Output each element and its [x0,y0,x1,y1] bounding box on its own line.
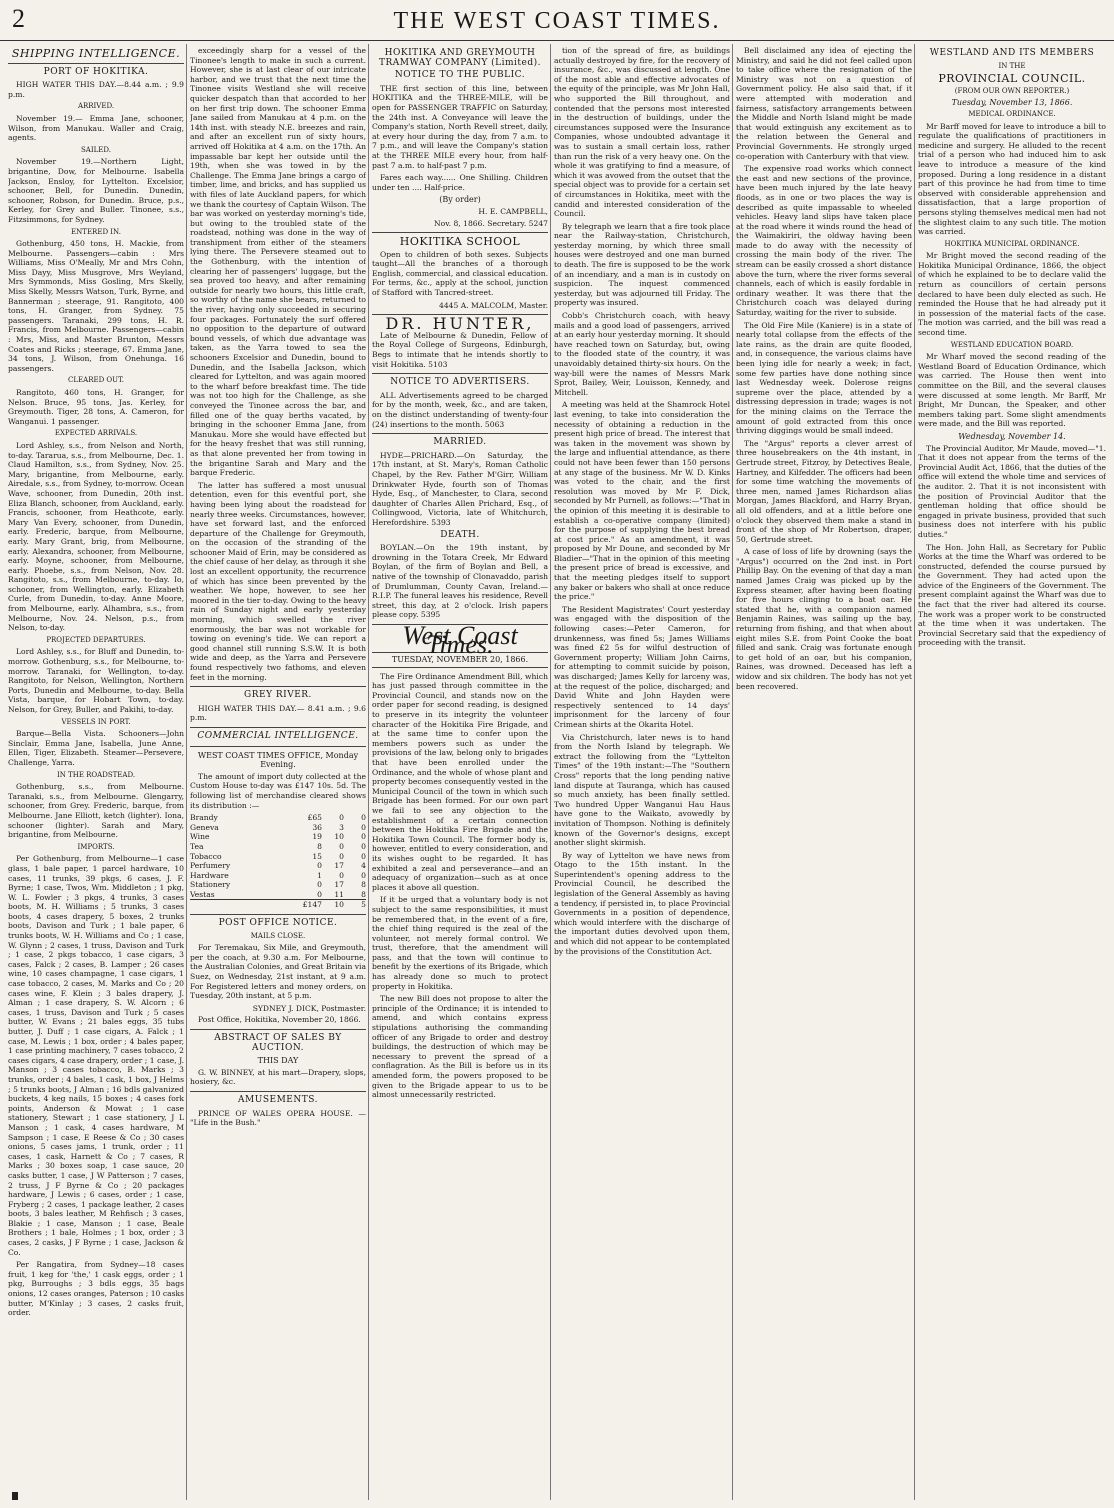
divider [8,63,184,64]
section-heading: WESTLAND AND ITS MEMBERS [929,48,1095,58]
paragraph: The Fire Ordinance Amendment Bill, which has just passed through committee in the Provincial Council, and stands now on the order paper for second reading, is designed to preserve in its integrity the volunteer character of the Hokitika Fire Brigade, and at the same time to confer upon the members powers such as under the provisions of the law, belong only to brigades that have been enrolled under the Ordinance, and the whole of whose plant and property becomes consequently vested in the Municipal Council of the town in which such Brigade has been formed. For our own part we fail to see any objection to the establishment of a certain connection between the Hokitika Fire Brigade and the Hokitika Town Council. The former body is, however, entitled to every consideration, and its wishes ought to be regarded. It has exhibited a zeal and perseverance—and an adequacy of organization—such as at once places it above all question. [372,671,548,892]
paragraph: The Resident Magistrates' Court yesterday was engaged with the disposition of the following cases:—Peter Cameron, for drunkenness, was fined 5s; James Williams was fined £2 5s for wilful destruction of Government property; William John Cairns, for attempting to commit suicide by poison, was discharged; James Kelly for larceny was, at the request of the police, discharged; and David White and John Hayden were respectively sentenced to 14 days' imprisonment for the larceny of four Crimean shirts at the Okarita Hotel. [554,604,730,729]
signature: H. E. CAMPBELL, [478,206,548,216]
duty-pence: 0 [361,870,366,880]
duty-shillings: 17 [334,861,344,871]
paragraph: HIGH WATER THIS DAY.— 8.41 a.m. ; 9.6 p.m. [190,703,366,723]
subheading: CLEARED OUT. [68,376,124,385]
duty-pence: 0 [361,851,366,861]
subheading: IN THE ROADSTEAD. [56,770,136,779]
page-header [0,0,1114,41]
duty-pounds: 19 [312,832,322,842]
paragraph: Lord Ashley, s.s., from Nelson and North, to-day. Tararua, s.s., from Melbourne, Dec. 1. Claud Hamilton, s.s., from Sydney, Nov. 25. Mary, brigantine, from Melbourne, early. Airedale, s.s., from Sydney, to-morrow. Ocean Wave, schooner, from Dunedin, 20th inst. Eliza Blanch, schooner, from Auckland, early. Francis, schooner, from Heathcote, early. Mary Van Every, schooner, from Dunedin, early. Frederic, barque, from Melbourne, early. Mary Grant, brig, from Melbourne, early. Alexandra, schooner, from Melbourne, early. Moyne, schooner, from Melbourne, early. Phoebe, s.s., from Nelson, Nov. 28. Rangitoto, s.s., from Melbourne, to-day. Io, schooner, from Wellington, early. Elizabeth Curle, from Dunedin, to-day. Anne Moore, from Melbourne, early. Alhambra, s.s., from Melbourne, Nov. 24. Nelson, p.s., from Nelson, to-day. [8,440,184,633]
duty-table [190,813,366,910]
paragraph: Mr Bright moved the second reading of the Hokitika Municipal Ordinance, 1866, the object of which he explained to be to declare valid the return as councillors of certain persons declared to have been duly elected as such. He reminded the House that he had already put it in possession of the material facts of the case. The motion was carried, and the bill was read a second time. [918,251,1106,338]
ad-heading: HOKITIKA SCHOOL [399,235,521,249]
duty-item: Perfumery [190,861,231,871]
duty-item: Hardware [190,870,229,880]
paragraph: Mr Barff moved for leave to introduce a bill to regulate the qualifications of practitioners in medicine and surgery. He alluded to the recent trial of a person who had induced him to ask leave to introduce a measure of the kind proposed. During a long residence in a distant part of this province he had from time to time observed with considerable apprehension and dissatisfaction, that a large proportion of persons styling themselves medical men had not the slightest claim to any such title. The motion was carried. [918,121,1106,237]
subheading: EXPECTED ARRIVALS. [54,429,138,438]
signature-date: Nov. 8, 1866. Secretary. 5247 [434,218,548,228]
divider [190,686,366,687]
subheading: POST OFFICE NOTICE. [218,918,338,929]
notice-heading: MARRIED. [433,437,487,448]
duty-pounds: 0 [317,889,322,899]
paragraph: PRINCE OF WALES OPERA HOUSE. — "Life in the Bush." [190,1108,366,1128]
paragraph: Gothenburg, s.s., from Melbourne. Taranaki, s.s., from Melbourne. Glengarry, schooner, from Grey. Frederic, barque, from Melbourne. Jane Elliott, ketch (lighter). Iona, schooner (lighter). Sarah and Mary, brigantine, from Melbourne. [8,782,184,840]
total-pence: 5 [344,900,366,910]
duty-shillings: 11 [334,889,344,899]
divider [190,1091,366,1092]
duty-item: Brandy [190,813,218,823]
divider [190,746,366,747]
paragraph: HYDE—PRICHARD.—On Saturday, the 17th instant, at St. Mary's, Roman Catholic Chapel, by the Rev. Father M'Girr, William Drinkwater Hyde, fourth son of Thomas Hyde, Esq., of Manchester, to Clara, second daughter of Charles Allen Prichard, Esq., of Collingwood, Victoria, late of Whitchurch, Herefordshire. 5393 [372,450,548,527]
duty-pence: 8 [361,880,366,890]
duty-pence: 0 [361,841,366,851]
total-pounds: £147 [300,900,322,910]
paragraph: For Teremakau, Six Mile, and Greymouth, per the coach, at 9.30 a.m. For Melbourne, the Australian Colonies, and Great Britain via Suez, on Wednesday, 21st instant, at 9 a.m. For Registered letters and money orders, on Tuesday, 20th instant, at 5 p.m. [190,943,366,1001]
paragraph: The latter has suffered a most unusual detention, even for this eventful port, she having been lying about the roadstead for nearly three weeks. Circumstances, however, have set forward last, and the enforced departure of the Challenge for Greymouth, on the occasion of the stranding of the schooner Maid of Erin, may be considered as the chief cause of her delay, as through it she lost an excellent opportunity, the recurrence of which has since been prevented by the weather. We hope, however, to see her moored in the tier to-day. Owing to the heavy rain of Sunday night and early yesterday morning, which swelled the river enormously, the bar was not workable for towing on evening's tide. We can report a good channel still running S.S.W. It is both wide and deep, as the Yarra and Persevere found respectively two fathoms, and eleven feet in the morning. [190,480,366,682]
divider [190,1029,366,1030]
column-rule [368,44,369,1500]
paragraph: Open to children of both sexes. Subjects taught—All the branches of a thorough English, commercial, and classical education. For terms, &c., apply at the school, junction of Stafford with Tancred-street. [372,249,548,298]
masthead-title: THE WEST COAST TIMES. [393,8,721,34]
duty-pence: 0 [361,822,366,832]
duty-row [190,842,366,852]
duty-shillings: 17 [334,880,344,890]
duty-item: Wine [190,832,210,842]
subheading: ABSTRACT OF SALES BY AUCTION. [214,1033,342,1053]
column-provincial-council [918,46,1106,1500]
duty-row [190,871,366,881]
paragraph: Per Gothenburg, from Melbourne—1 case glass, 1 bale paper, 1 parcel hardware, 10 cases, 11 trunks, 39 pkgs, 6 cases, J. F. Byrne; 1 case, Twos, Wm. Middleton ; 1 pkg, W. L. Fowler ; 3 pkgs, 4 trunks, 3 cases boots, M. H. Williams ; 5 trunks, 3 cases boots, 4 cases drapery, 5 boxes, 2 trunks boots, Davison and Turk ; 1 bale paper, 6 trunks boots, W. H. Williams and Co ; 1 case, W. Glynn ; 2 cases, 1 truss, Davison and Turk ; 1 case, 2 pkgs tobacco, 1 case cigars, 3 cases, Falck ; 2 cases, B. Lamper ; 26 cases wine, 10 cases champagne, 1 case cigars, 1 case tobacco, 2 cases, M. Marks and Co ; 20 cases wine, F. Klein ; 3 bales drapery, J. Alman ; 1 case drapery, S. W. Alcorn ; 6 cases, 1 truss, Davison and Turk ; 5 cases butter, W. Evans ; 21 bales eggs, 35 tubs butter, J. Duff ; 1 case cigars, A. Falck ; 1 case, M. Lewis ; 1 box, order ; 4 bales paper, 1 case printing machinery, 7 cases tobacco, 2 cases cigars, 4 case drapery, order ; 1 case, J. Manson ; 3 cases tobacco, B. Marks ; 3 trunks, order ; 4 bales, 1 cask, 1 box, J Helms ; 5 trunks boots, J Alman ; 16 bdls galvanized buckets, 4 keg nails, 15 boxes ; 4 cases fork points, Anderson & Mowat ; 1 case stationery, Stewart ; 1 case stationery, J L Manson ; 1 cask, 4 cases hardware, M Sampson ; 1 case, E Reese & Co ; 30 cases onions, 5 cases jams, 1 trunk, order ; 11 cases, 1 cask, Harnett & Co ; 7 cases, R Marks ; 30 boxes soap, 1 case sauce, 20 casks butter, 1 case, J W Patterson ; 7 cases, 2 truss, J F Byrne & Co ; 20 packages hardware, J Lewis ; 6 cases, order ; 1 case, Fryberg ; 2 cases, 1 package leather, 2 cases boots, 3 bales leather, M Rehfisch ; 3 cases, Blakie ; 1 case, Manson ; 1 case, Beale Brothers ; 1 bale, Holmes ; 1 box, order ; 3 cases, 2 casks, J F Byrne ; 1 case, Jackson & Co. [8,854,184,1257]
section-heading: COMMERCIAL INTELLIGENCE. [197,730,359,741]
subheading: THIS DAY [257,1056,299,1066]
editorial-dateline: TUESDAY, NOVEMBER 20, 1866. [372,652,548,668]
paragraph: Fares each way...... One Shilling. Children under ten .... Half-price. [372,173,548,192]
subheading: GREY RIVER. [244,690,312,701]
duty-shillings: 10 [334,832,344,842]
duty-row [190,823,366,833]
duty-pounds: 0 [317,880,322,890]
ad-heading: DR. HUNTER, [385,314,535,334]
paragraph: A meeting was held at the Shamrock Hotel last evening, to take into consideration the necessity of obtaining a reduction in the present high price of bread. The interest that was taken in the movement was shown by the large and influential attendance, as there could not have been fewer than 150 persons at any stage of the business. Mr W. D. Kinks was voted to the chair, and the first resolution was moved by Mr F. Dick, seconded by Mr Purnell, as follows:—"That in the opinion of this meeting it is desirable to establish a co-operative company (limited) for the purpose of supplying the best bread at cost price." As an amendment, it was proposed by Mr Doune, and seconded by Mr Bladier—"That in the opinion of this meeting the present price of bread is excessive, and that the meeting pledges itself to support any baker or bakers who shall at once reduce the price." [554,400,730,602]
signature: 4445 A. MALCOLM, Master. [439,300,548,310]
dateline: WEST COAST TIMES OFFICE, Monday Evening. [197,750,359,770]
paragraph: Late of Melbourne & Dunedin, Fellow of the Royal College of Surgeons, Edinburgh, Begs to intimate that he intends shortly to visit Hokitika. 5103 [372,330,548,369]
duty-pounds: 0 [317,861,322,871]
duty-pounds: 8 [317,841,322,851]
subheading: PROJECTED DEPARTURES. [46,635,146,644]
duty-total-row [190,900,366,910]
duty-shillings: 0 [339,851,344,861]
duty-row [190,861,366,871]
duty-item: Stationery [190,880,231,890]
notice-heading: DEATH. [440,529,480,540]
duty-shillings: 3 [339,822,344,832]
duty-row [190,880,366,890]
duty-pence: 8 [361,889,366,899]
subheading: MEDICAL ORDINANCE. [968,109,1056,118]
duty-pence: 0 [361,813,366,823]
paragraph: By telegraph we learn that a fire took place near the Railway-station, Christchurch, yesterday morning, by which three small houses were destroyed and one man burned to death. The fire is supposed to be the work of an incendiary, and a man is in custody on suspicion. The inquest commenced yesterday, but was adjourned till Friday. The property was insured. [554,221,730,308]
duty-pounds: 36 [312,822,322,832]
duty-row [190,852,366,862]
paragraph: Bell disclaimed any idea of ejecting the Ministry, and said he did not feel called upon to take office where the resignation of the Ministry was not on a question of Government policy. He also said that, if it were attempted with moderation and fairness, satisfactory arrangements between the Middle and North Island might be made that would extinguish any excitement as to the relation between the General and Provincial Governments. He strongly urged co-operation with Canterbury with that view. [736,46,912,161]
subheading: PORT OF HOKITIKA. [43,66,149,77]
paragraph: The "Argus" reports a clever arrest of three housebreakers on the 4th instant, in Gertrude street, Fitzroy, by Detectives Beale, Hartney, and Kilfedder. The officers had been for some time watching the movements of three men, named James Richardson alias Morgan, James Blackford, and Harry Bryan, all old offenders, and at a little before one o'clock they observed them make a stand in front of the shop of Mr Robertson, draper, 50, Gertrude street. [736,438,912,544]
paragraph: ALL Advertisements agreed to be charged for by the month, week, &c., and are taken, on the distinct understanding of twenty-four (24) insertions to the month. 5063 [372,390,548,429]
duty-row [190,890,366,900]
page-number: 2 [12,4,25,33]
paragraph: The amount of import duty collected at the Custom House to-day was £147 10s. 5d. The following list of merchandise cleared shows its distribution :— [190,771,366,810]
column-shipping-cont [190,46,366,1500]
duty-shillings: 0 [339,813,344,823]
subheading: AMUSEMENTS. [238,1094,318,1105]
subheading: WESTLAND EDUCATION BOARD. [950,340,1074,349]
section-heading: PROVINCIAL COUNCIL. [938,72,1086,86]
paragraph: November 19.—Northern Light, brigantine, Dow, for Melbourne. Isabella Jackson, Ensloy, for Lyttelton. Excelsior, schooner, Bell, for Dunedin. Dunedin, schooner, Robson, for Dunedin. Bruce, p.s., Kerley, for Grey and Buller. Tinonee, s.s., Fitzsimmons, for Sydney. [8,157,184,224]
paragraph: Gothenburg, 450 tons, H. Mackie, from Melbourne. Passengers—cabin : Mrs Williams, Miss O'Meally, Mr and Mrs Cohn, Miss Dayy, Miss Musgrove, Mrs Weyland, Mrs Symmonds, Miss Gosling, Mrs Skelly, Miss Skelly, Messrs Watson, Turk, Byrne, and Bannerman ; steerage, 91. Rangitoto, 400 tons, H. Granger, from Sydney. 75 passengers. Taranaki, 299 tons, H. R. Francis, from Melbourne. Passengers—cabin : Mrs, Miss, and Master Brunton, Messrs Coates and Ricks ; steerage, 67. Emma Jane, 34 tons, J. Wilson, from Onehunga. 16 passengers. [8,239,184,373]
paragraph: A case of loss of life by drowning (says the "Argus") occurred on the 2nd inst. in Port Phillip Bay. On the evening of that day a man named James Craig was picked up by the Express steamer, after having been floating for five hours clinging to a boat oar. He stated that he, with a companion named Benjamin Raines, was sailing up the bay, returning from fishing, and that when about eight miles S.E. from Point Cooke the boat filled and sank. Craig was fortunate enough to get hold of an oar, but his companion, Raines, was drowned. Deceased has left a widow and six children. The body has not yet been recovered. [736,547,912,691]
paragraph: Mr Wharf moved the second reading of the Westland Board of Education Ordinance, which was carried. The House then went into committee on the Bill, and the several clauses were discussed at some length. Mr Barff, Mr Bright, Mr Duncan, the Speaker, and other members taking part. Some slight amendments were made, and the Bill was reported. [918,352,1106,429]
paragraph: BOYLAN.—On the 19th instant, by drowning in the Totara Creek, Mr Edward Boylan, of the firm of Boylan and Bell, a native of the township of Clonavaddo, parish of Drumlumman, County Cavan, Ireland.—R.I.P. The funeral leaves his residence, Revell street, this day, at 2 o'clock. Irish papers please copy. 5395 [372,543,548,620]
date-heading: Tuesday, November 13, 1866. [951,98,1073,108]
paragraph: Lord Ashley, s.s., for Bluff and Dunedin, to-morrow. Gothenburg, s.s., for Melbourne, to-morrow. Taranaki, for Wellington, to-day. Rangitoto, for Nelson, Wellington, Northern Ports, Dunedin and Melbourne, to-day. Bella Vista, barque, for Hobart Town, to-day. Nelson, for Grey, Buller, and Pakihi, to-day. [8,647,184,714]
subheading: IMPORTS. [77,842,115,851]
paragraph: The Provincial Auditor, Mr Maude, moved—"1. That it does not appear from the terms of the Provincial Audit Act, 1866, that the duties of the office will extend the whole time and services of the auditor. 2. That it is not inconsistent with the position of Provincial Auditor that the gentleman holding that office should be engaged in private business, provided that such business does not interfere with his public duties." [918,443,1106,539]
duty-item: Tea [190,841,204,851]
column-rule [186,44,187,1500]
paragraph: G. W. BINNEY, at his mart—Drapery, slops, hosiery, &c. [190,1067,366,1087]
duty-item: Tobacco [190,851,222,861]
column-rule [914,44,915,1500]
ad-heading: NOTICE TO ADVERTISERS. [390,377,530,388]
column-news-cont [736,46,912,1500]
paragraph: Barque—Bella Vista. Schooners—John Sinclair, Emma Jane, Isabella, June Anne, Ellen, Tiger, Elizabeth. Steamer—Persevere, Challenge, Yarra. [8,729,184,767]
divider [372,433,548,434]
duty-shillings: 0 [339,841,344,851]
ink-blot [12,1492,18,1500]
duty-pence: 0 [361,832,366,842]
paragraph: The Hon. John Hall, as Secretary for Public Works at the time the Wharf was ordered to be constructed, defended the course pursued by the Government. They had acted upon the advice of the Engineers of the Government. The present complaint against the Wharf was due to the fact that the river had altered its course. The work was a proper work to be constructed at the time when it was undertaken. The Provincial Secretary said that the expediency of proceeding with the transit. [918,542,1106,648]
total-shillings: 10 [322,900,344,910]
duty-pounds: £65 [307,813,322,823]
paragraph: By way of Lyttelton we have news from Otago to the 15th instant. In the Superintendent's opening address to the Provincial Council, he described the legislation of the General Assembly as having a tendency, if persisted in, to place Provincial Governments in a position of dependence, which would interfere with the discharge of the important duties devolved upon them, and which did not appear to be contemplated by the provisions of the Constitution Act. [554,850,730,956]
duty-pounds: 1 [317,870,322,880]
duty-pounds: 15 [312,851,322,861]
duty-row [190,832,366,842]
divider [190,727,366,728]
paragraph: HIGH WATER THIS DAY.—8.44 a.m. ; 9.9 p.m. [8,80,184,99]
paragraph: tion of the spread of fire, as buildings actually destroyed by fire, for the recovery of insurance, &c., was discussed at length. One of the most able and effective advocates of the equity of the principle, was Mr John Hall, who supported the Bill throughout, and contended that the persons most interested in the destruction of buildings, under the circumstances supposed were the Insurance Companies, whose undoubted advantage it was to sustain a small certain loss, rather than run the risk of a very heavy one. On the whole it was gratifying to find a measure, of which it was avowed from the outset that the special object was to provide for a certain set of circumstances in Hokitika, meet with the candid and interested consideration of the Council. [554,46,730,219]
paragraph: The new Bill does not propose to alter the principle of the Ordinance; it is intended to amend, and which contains express stipulations authorising the commanding officer of any Brigade to order and destroy buildings, the destruction of which may be necessary to prevent the spread of a conflagration. As the Bill is before us in its amended form, the powers proposed to be given to the Brigade appear to us to be almost unnecessarily restricted. [372,994,548,1100]
section-heading: SHIPPING INTELLIGENCE. [11,47,181,60]
duty-shillings: 0 [339,870,344,880]
paragraph: The expensive road works which connect the east and new sections of the province, have been much injured by the late heavy floods, as in one or two places the way is described as quite impassable to wheeled vehicles. Heavy land slips have taken place at the road where it winds round the head of the Waimakiriri, the oldway having been made to do away with the necessity of crossing the main body of the river. The stream can be easily crossed a short distance above the turn, where the river forms several channels, each of which is easily fordable in ordinary weather. It was there that the Christchurch coach was delayed during Saturday, waiting for the river to subside. [736,164,912,318]
paragraph: Via Christchurch, later news is to hand from the North Island by telegraph. We extract the following from the "Lyttelton Times" of the 19th instant:—The "Southern Cross" reports that the long pending native land dispute at Tauranga, which has caused so much anxiety, has been finally settled. Two hundred Upper Wanganui Hau Haus have gone to the Waikato, avowedly by invitation of Thompson. Nothing is definitely known of the Governor's designs, except another slight skirmish. [554,732,730,848]
column-rule [732,44,733,1500]
paragraph: Rangitoto, 460 tons, H. Granger, for Nelson. Bruce, 95 tons, Jas. Kerley, for Greymouth. Tiger, 28 tons, A. Cameron, for Wanganui. 1 passenger. [8,388,184,426]
editorial-nameplate: West Coast Times. [402,620,518,660]
subheading: MAILS CLOSE. [250,931,306,940]
divider [372,373,548,374]
duty-pence: 4 [361,861,366,871]
paragraph: Cobb's Christchurch coach, with heavy mails and a good load of passengers, arrived at an early hour yesterday morning. It should have reached town on Saturday, but, owing to the flooded state of the country, it was unavoidably detained thirty-six hours. On the way-bill were the names of Messrs Mark Sprot, Bailey, Weir, Louisson, Kennedy, and Mitchell. [554,311,730,397]
subheading: HOKITIKA MUNICIPAL ORDINANCE. [944,239,1080,248]
column-news [554,46,730,1500]
column-shipping [8,46,184,1500]
column-advertisements [372,46,548,1500]
paragraph: THE first section of this line, between HOKITIKA and the THREE-MILE, will be open for PASSENGER TRAFFIC on Saturday, the 24th inst. A Conveyance will leave the Company's station, North Revell street, daily, at every hour during the day, from 7 a.m. to 7 p.m., and will leave the Company's station at the THREE MILE every hour, from half-past 7 a.m. to half-past 7 p.m. [372,83,548,170]
divider [372,232,548,233]
paragraph: Per Rangatira, from Sydney—18 cases fruit, 1 keg for 'the,' 1 cask eggs, order ; 1 pkg, Burroughs ; 3 bdls eggs, 35 bags onions, 12 cases oranges, Paterson ; 10 casks butter, M'Kinlay ; 3 cases, 2 casks fruit, order. [8,1260,184,1318]
section-heading: IN THE [998,61,1026,70]
duty-item: Geneva [190,822,219,832]
paragraph: Post Office, Hokitika, November 20, 1866. [198,1015,361,1025]
ad-subheading: NOTICE TO THE PUBLIC. [394,70,526,81]
subheading: VESSELS IN PORT. [61,717,131,726]
byline: (FROM OUR OWN REPORTER.) [954,86,1070,95]
paragraph: exceedingly sharp for a vessel of the Tinonee's length to make in such a current. However, she is at last clear of our intricate harbor, and we trust that the next time the Tinonee visits Westland she will receive quicker despatch than that accorded to her on her first trip down. The schooner Emma Jane sailed from Manukau at 4 p.m. on the 14th inst. with steady N.E. breezes and rain, and after an excellent run of sixty hours, arrived off Hokitika at 4 a.m. on the 17th. An impassable bar kept her outside until the 19th, when she was towed in by the Challenge. The Emma Jane brings a cargo of timber, lime, and bricks, and has supplied us with files of late Auckland papers, for which we thank the courtesy of Captain Wilson. The bar was worked on yesterday morning's tide, but owing to the troubled state of the roadstead, nothing was done in the way of transhipment from either of the steamers lying there. The Persevere steamed out to the Gothenburg, with the intention of clearing her of passengers' luggage, but the sea proved too heavy, and after remaining outside for nearly two hours, this little craft, so worthy of the name she bears, returned to the river, having only succeeded in securing four packages. Fortunately the surf offered no opposition to the departure of outward bound vessels, of which due advantage was taken, as the Yarra towed to sea the schooners Excelsior and Dunedin, bound to Dunedin, and the Isabella Jackson, which cleared for Lyttelton, and was again moored to the wharf before breakfast time. The tide was not too high for the Challenge, as she conveyed the Tinonee across the bar, and filled one of the quay berths vacated, by bringing in the schooner Emma Jane, from Manukau. More she would have effected but for the heavy freshet that was still running, as that alone prevented her from towing in the brigantine Sarah and Mary and the barque Frederic. [190,46,366,478]
paragraph: If it be urged that a voluntary body is not subject to the same responsibilities, it must be remembered that, in the event of a fire, the chief thing required is the zeal of the volunteer, not merely formal control. We trust, therefore, that the amendment will pass, and that the town will continue to benefit by the exertions of its Brigade, which has already done so much to protect property in Hokitika. [372,895,548,991]
subheading: SAILED. [81,145,111,154]
paragraph: November 19.— Emma Jane, schooner, Wilson, from Manukau. Waller and Craig, agents. [8,113,184,143]
duty-row [190,813,366,823]
divider [190,914,366,915]
ad-heading: HOKITIKA AND GREYMOUTH TRAMWAY COMPANY (Limited). [379,48,541,68]
paragraph: The Old Fire Mile (Kaniere) is in a state of nearly total collapse from the effects of the late rains, as the drain are quite flooded, and, in consequence, the various claims have been lying idle for nearly a week; in fact, some few parties have done nothing since last Wednesday week. Dolerose reigns supreme over the place, attended by a distressing depression in trade; wages is not for the mining claims on the Terrace the amount of gold extracted from this once thriving diggings would be small indeed. [736,320,912,436]
column-rule [550,44,551,1500]
date-heading: Wednesday, November 14. [958,431,1066,441]
duty-item: Vestas [190,889,215,899]
signature: SYDNEY J. DICK, Postmaster. [252,1003,366,1013]
subheading: ENTERED IN. [71,227,121,236]
by-order: (By order) [439,195,481,205]
subheading: ARRIVED. [77,102,115,111]
